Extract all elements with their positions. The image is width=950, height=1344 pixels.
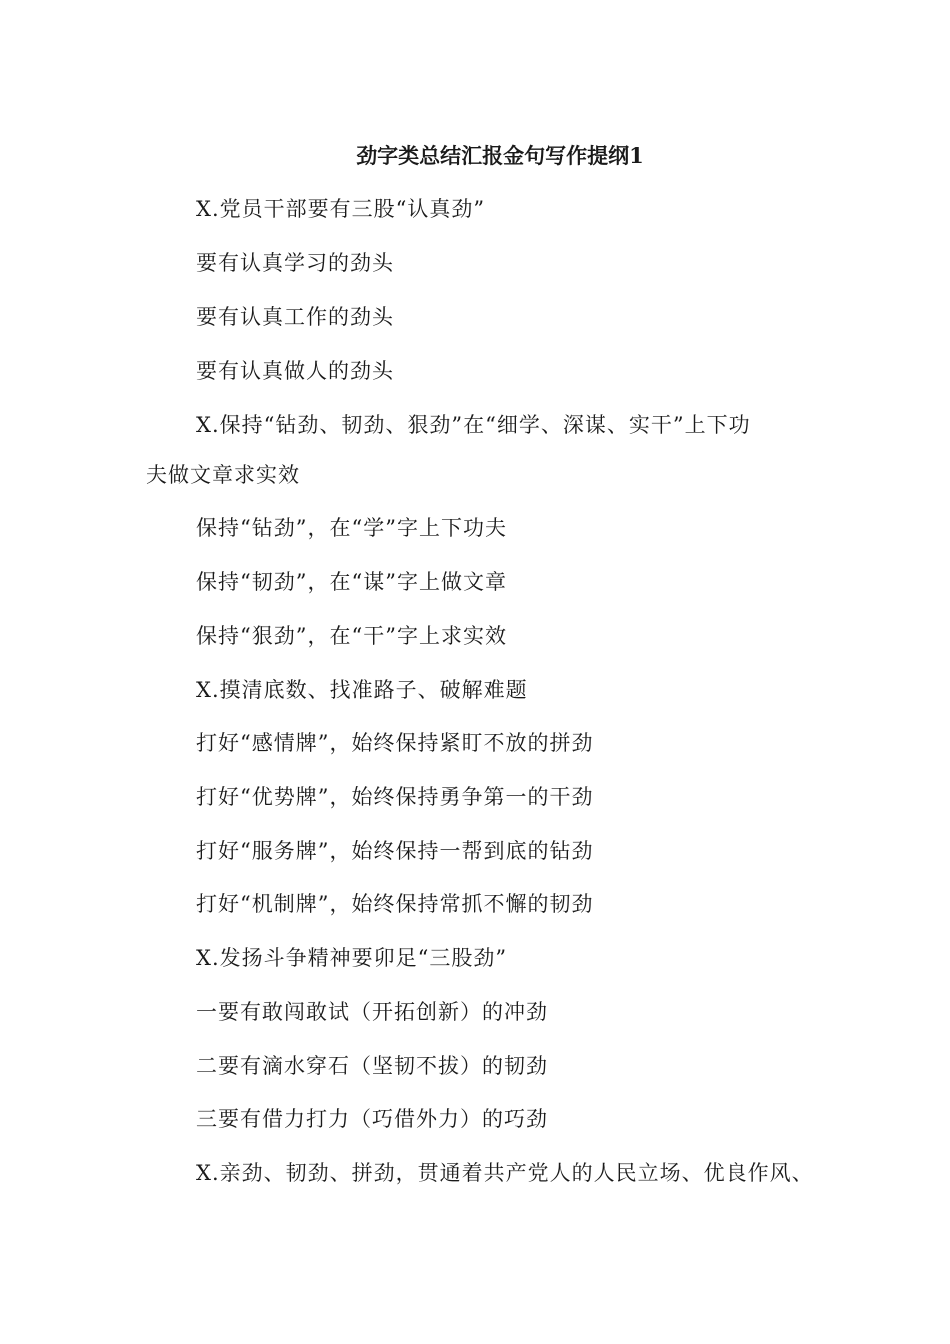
- body-line: 保持“钻劲”，在“学”字上下功夫: [196, 516, 507, 540]
- body-line: 要有认真学习的劲头: [196, 251, 394, 275]
- section-heading: X.党员干部要有三股“认真劲”: [196, 197, 486, 221]
- section-heading: X.亲劲、韧劲、拼劲，贯通着共产党人的人民立场、优良作风、: [196, 1161, 814, 1185]
- body-line: 打好“机制牌”，始终保持常抓不懈的韧劲: [196, 892, 594, 916]
- section-heading: X.保持“钻劲、韧劲、狠劲”在“细学、深谋、实干”上下功: [196, 413, 751, 437]
- body-line: 要有认真做人的劲头: [196, 359, 394, 383]
- body-line: 打好“服务牌”，始终保持一帮到底的钻劲: [196, 839, 594, 863]
- body-line: 保持“韧劲”，在“谋”字上做文章: [196, 570, 507, 594]
- document-title: 劲字类总结汇报金句写作提纲1: [356, 143, 644, 168]
- section-heading: X.摸清底数、找准路子、破解难题: [196, 678, 528, 702]
- body-line: 一要有敢闯敢试（开拓创新）的冲劲: [196, 1000, 548, 1024]
- section-heading: X.发扬斗争精神要卯足“三股劲”: [196, 946, 508, 970]
- body-line: 打好“优势牌”，始终保持勇争第一的干劲: [196, 785, 594, 809]
- body-line: 保持“狠劲”，在“干”字上求实效: [196, 624, 507, 648]
- body-line: 要有认真工作的劲头: [196, 305, 394, 329]
- body-line: 打好“感情牌”，始终保持紧盯不放的拼劲: [196, 731, 594, 755]
- body-line: 二要有滴水穿石（坚韧不拔）的韧劲: [196, 1054, 548, 1078]
- body-line-continuation: 夫做文章求实效: [146, 463, 300, 487]
- body-line: 三要有借力打力（巧借外力）的巧劲: [196, 1107, 548, 1131]
